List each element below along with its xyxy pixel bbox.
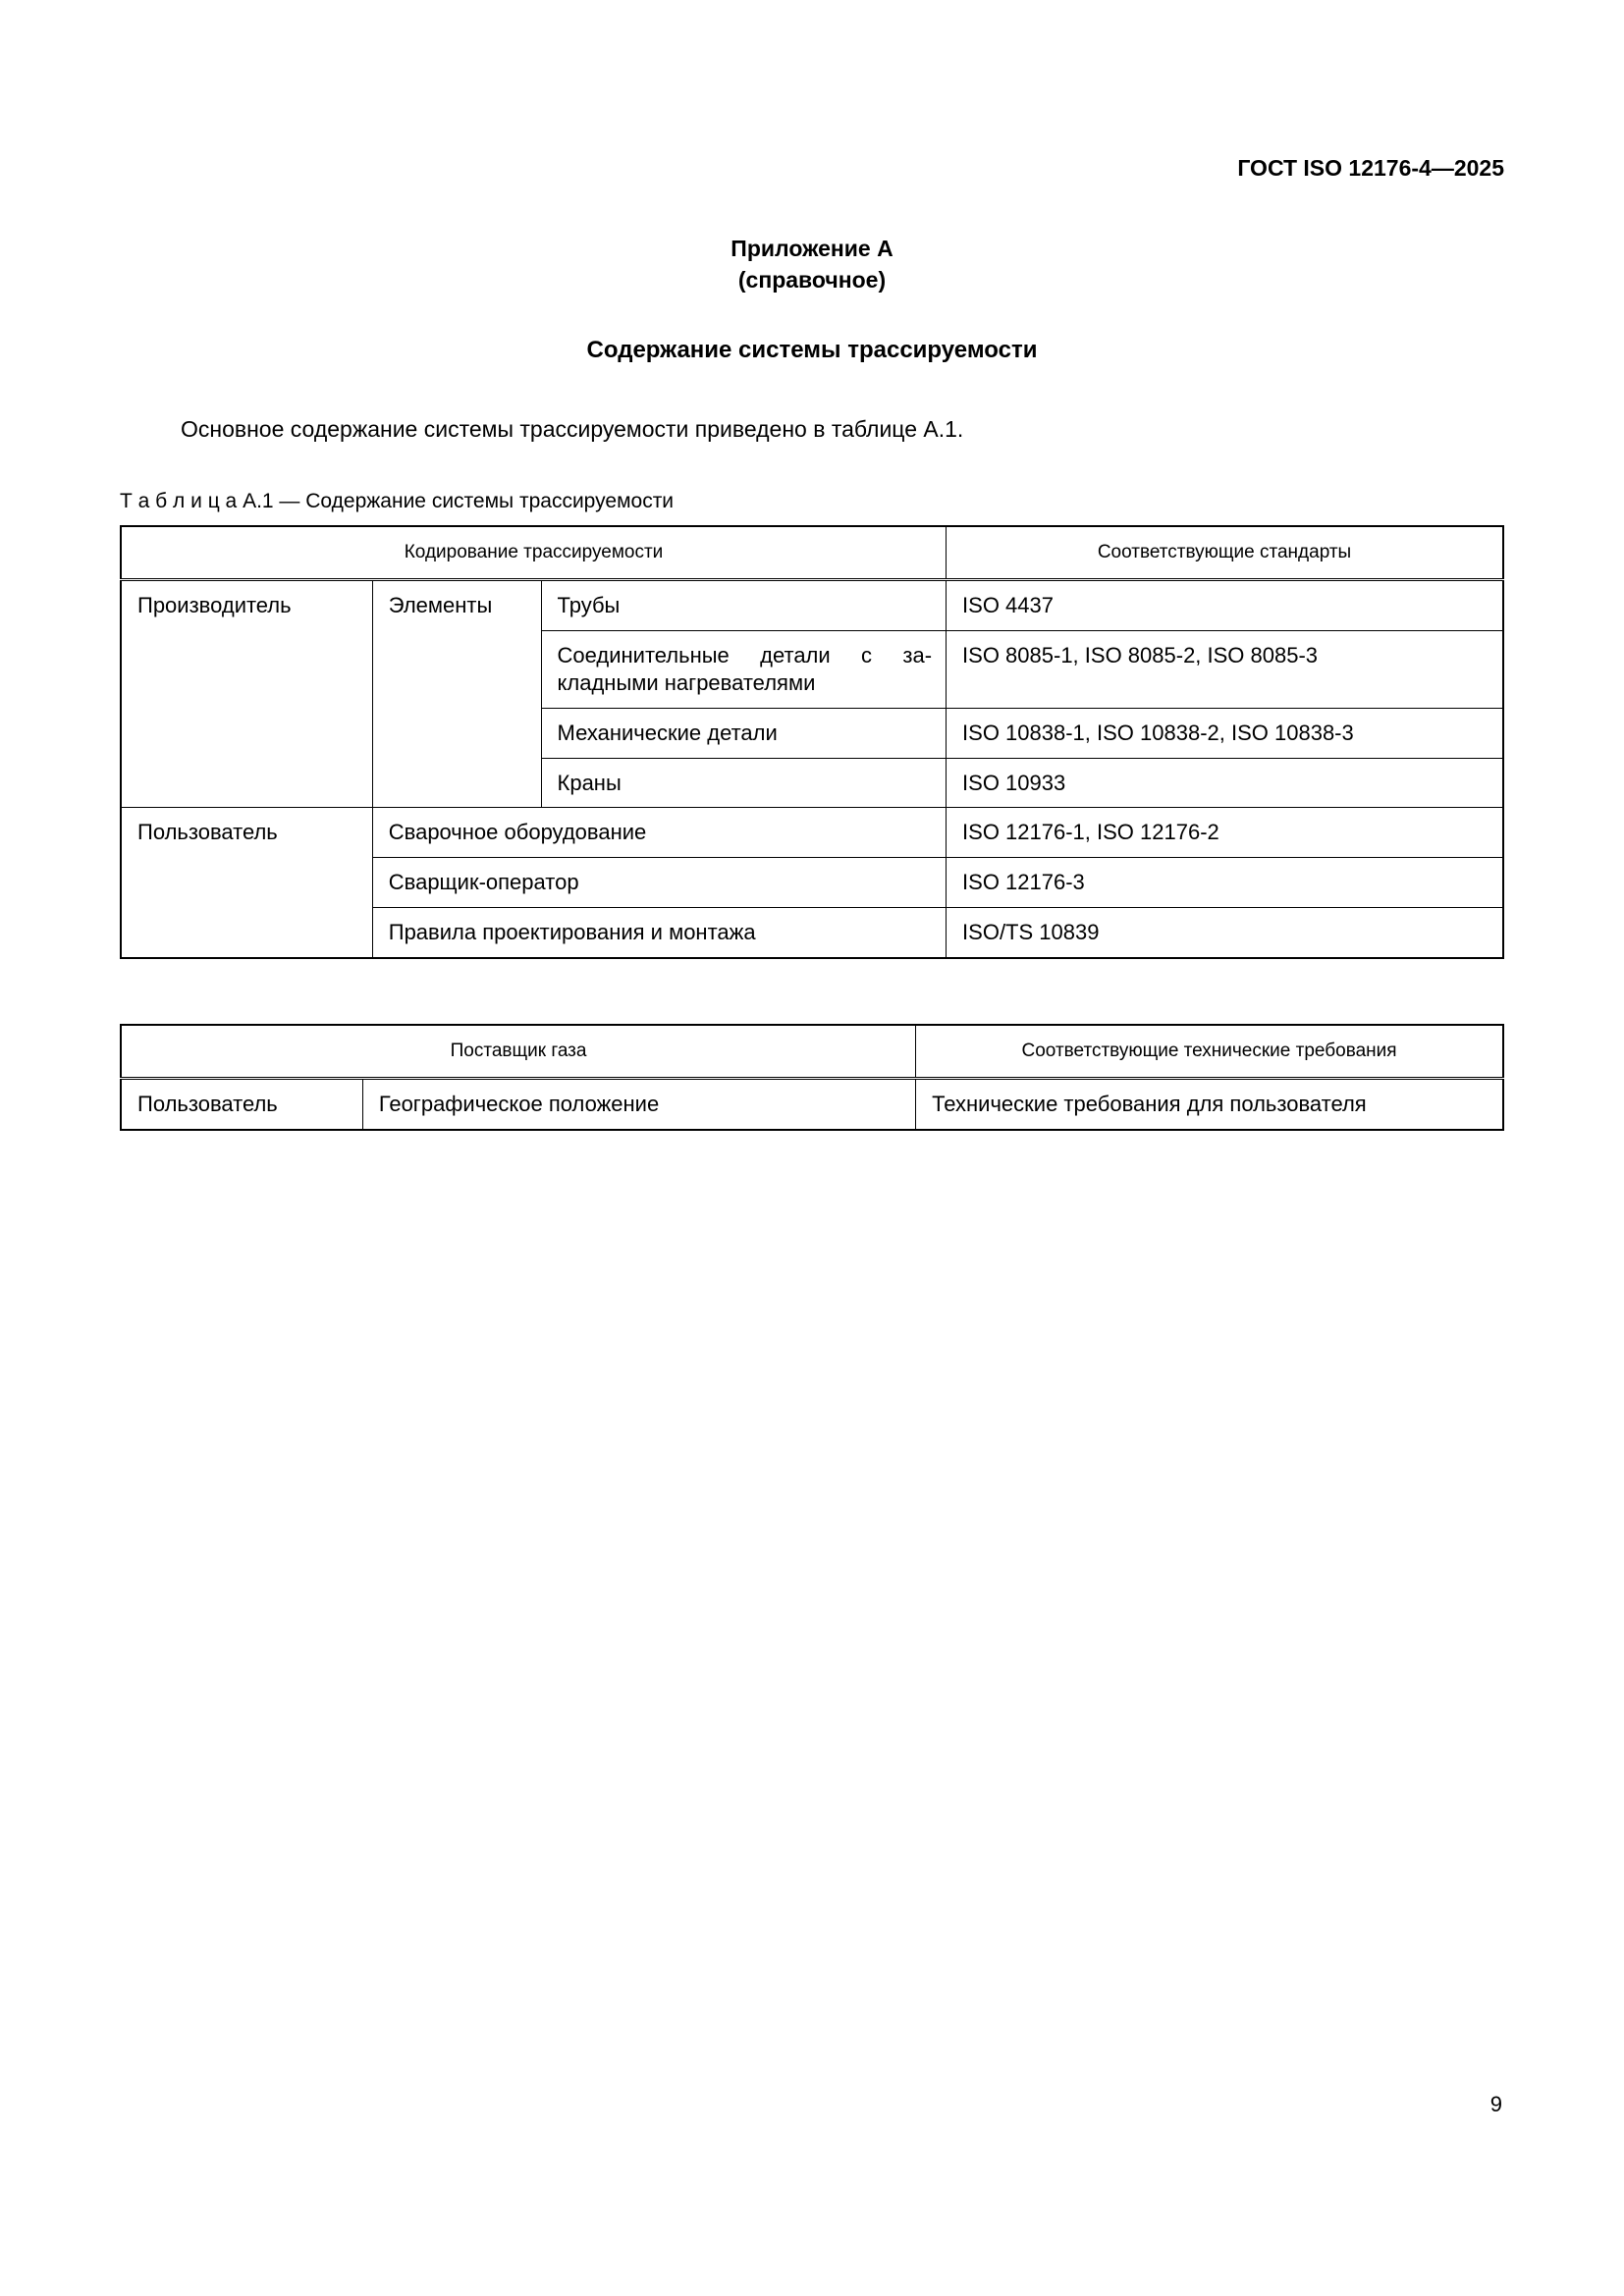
cell-elements: Элементы	[372, 579, 541, 808]
section-title: Содержание системы трассируемости	[586, 337, 1038, 364]
gas-supplier-table	[120, 1024, 1504, 1130]
table2-header-requirements: Соответствующие технические требования	[916, 1025, 1503, 1078]
cell-user2: Пользователь	[121, 1078, 362, 1129]
cell-manufacturer: Производитель	[121, 579, 372, 808]
cell-welder-operator-standard: ISO 12176-3	[947, 858, 1503, 908]
cell-welding-equipment: Сварочное оборудование	[372, 808, 946, 858]
cell-welding-equipment-standard: ISO 12176-1, ISO 12176-2	[947, 808, 1503, 858]
table1-header-row	[121, 526, 1503, 579]
cell-geographic-location: Географическое положение	[362, 1078, 915, 1129]
page-number: 9	[1489, 2092, 1502, 2116]
cell-mechanical: Механические детали	[541, 708, 947, 758]
table-row	[121, 1078, 1503, 1129]
table2-header-row	[121, 1025, 1503, 1078]
intro-paragraph: Основное содержание системы трассируемости приведено в таблице А.1.	[181, 416, 964, 443]
cell-fittings: Соединительные детали с закладными нагревателями	[541, 630, 947, 708]
cell-design-rules-standard: ISO/TS 10839	[947, 908, 1503, 958]
table-row	[121, 808, 1503, 858]
cell-design-rules: Правила проектирования и монтажа	[372, 908, 946, 958]
document-designation: ГОСТ ISO 12176-4—2025	[1237, 155, 1504, 181]
cell-user-requirements: Технические требования для пользователя	[916, 1078, 1503, 1129]
appendix-subtitle: (справочное)	[737, 267, 887, 294]
cell-valves: Краны	[541, 758, 947, 808]
table2-header-supplier: Поставщик газа	[121, 1025, 916, 1078]
traceability-table	[120, 525, 1504, 959]
cell-valves-standard: ISO 10933	[947, 758, 1503, 808]
table1-header-coding: Кодирование трассируемости	[121, 526, 947, 579]
table1-header-standards: Соответствующие стандарты	[947, 526, 1503, 579]
cell-pipes: Трубы	[541, 579, 947, 630]
cell-user: Пользователь	[121, 808, 372, 958]
page-content	[0, 0, 1624, 1131]
appendix-title: Приложение А	[731, 236, 893, 261]
appendix-heading	[120, 233, 1504, 295]
cell-mechanical-standard: ISO 10838-1, ISO 10838-2, ISO 10838-3	[947, 708, 1503, 758]
table-row	[121, 579, 1503, 630]
cell-fittings-standard: ISO 8085-1, ISO 8085-2, ISO 8085-3	[947, 630, 1503, 708]
cell-pipes-standard: ISO 4437	[947, 579, 1503, 630]
cell-welder-operator: Сварщик-оператор	[372, 858, 946, 908]
table-caption: Т а б л и ц а А.1 — Содержание системы трассируемости	[120, 490, 675, 513]
